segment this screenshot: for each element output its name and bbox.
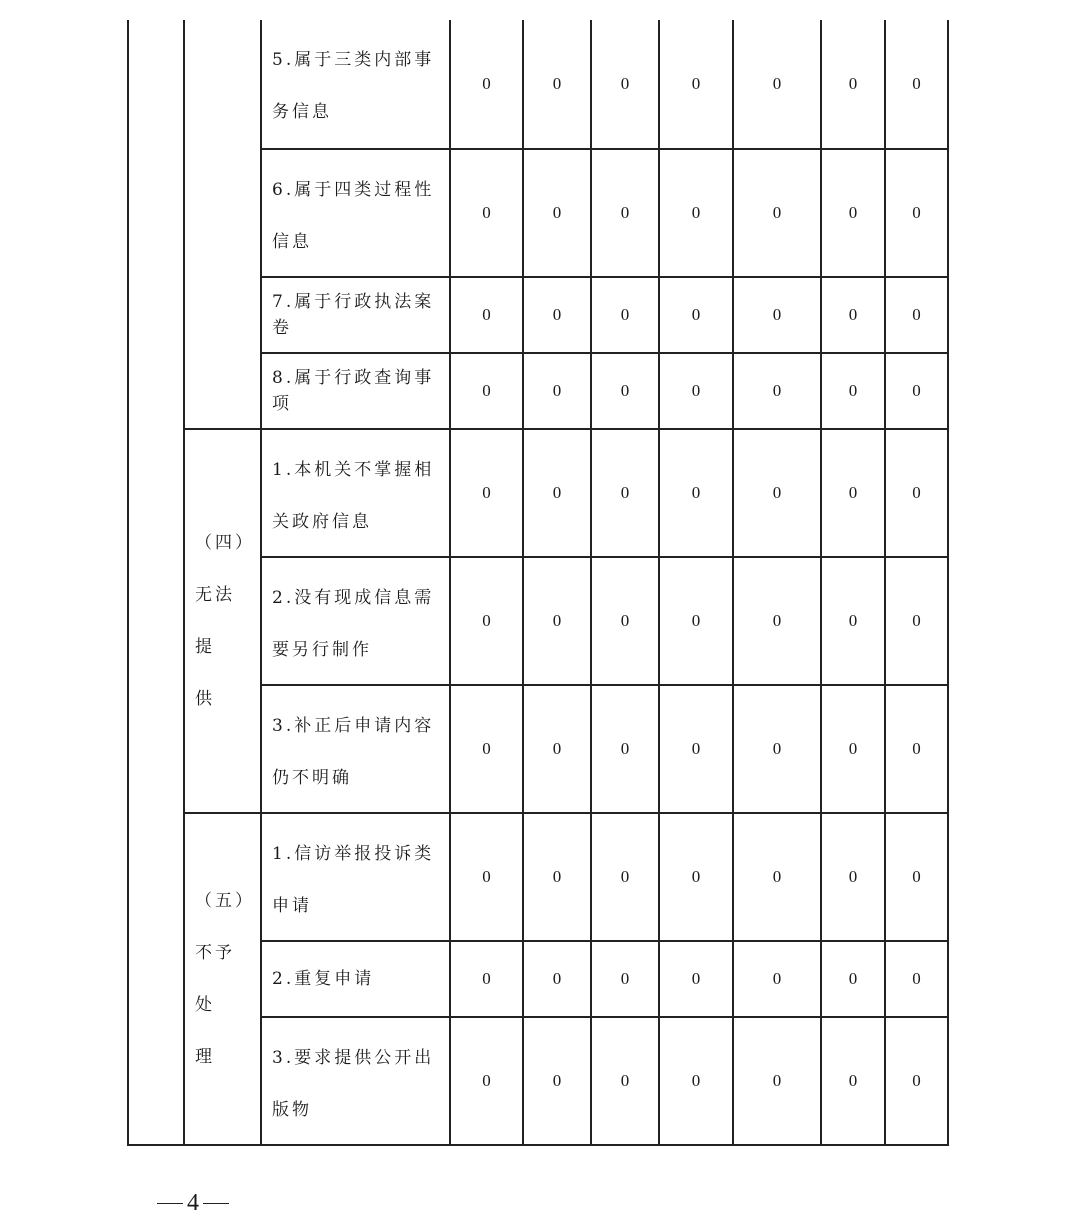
value-cell: 0 [733,1017,821,1145]
value-cell: 0 [885,20,948,149]
group-label-not-processed [184,813,261,1145]
value-cell: 0 [591,353,659,429]
value-cell: 0 [450,20,523,149]
row-label: 5.属于三类内部事务信息 [261,20,450,149]
value-cell: 0 [821,429,885,557]
value-cell: 0 [450,685,523,813]
value-cell: 0 [659,353,733,429]
row-label: 7.属于行政执法案卷 [261,277,450,353]
value-cell: 0 [591,941,659,1017]
value-cell: 0 [885,277,948,353]
value-cell: 0 [733,557,821,685]
group-label-line: 供 [195,689,215,709]
value-cell: 0 [591,277,659,353]
value-cell: 0 [885,429,948,557]
value-cell: 0 [885,813,948,941]
value-cell: 0 [885,557,948,685]
value-cell: 0 [523,557,591,685]
value-cell: 0 [659,277,733,353]
value-cell: 0 [821,277,885,353]
value-cell: 0 [733,429,821,557]
value-cell: 0 [450,1017,523,1145]
value-cell: 0 [885,685,948,813]
value-cell: 0 [523,149,591,277]
value-cell: 0 [591,20,659,149]
value-cell: 0 [885,1017,948,1145]
value-cell: 0 [450,941,523,1017]
value-cell: 0 [450,557,523,685]
value-cell: 0 [821,20,885,149]
value-cell: 0 [733,813,821,941]
group-label-line: （五） [195,891,255,911]
value-cell: 0 [591,149,659,277]
value-cell: 0 [821,149,885,277]
value-cell: 0 [450,353,523,429]
row-label: 1.信访举报投诉类申请 [261,813,450,941]
row-label: 3.补正后申请内容仍不明确 [261,685,450,813]
value-cell: 0 [523,20,591,149]
value-cell: 0 [450,149,523,277]
value-cell: 0 [659,813,733,941]
continued-group-cell [184,20,261,429]
value-cell: 0 [821,557,885,685]
page-number-dash-right [203,1203,229,1204]
value-cell: 0 [885,941,948,1017]
value-cell: 0 [659,1017,733,1145]
value-cell: 0 [659,941,733,1017]
value-cell: 0 [450,429,523,557]
value-cell: 0 [523,429,591,557]
row-label: 8.属于行政查询事项 [261,353,450,429]
value-cell: 0 [659,20,733,149]
table-row [128,813,948,941]
value-cell: 0 [591,557,659,685]
group-label-line: 不予处 [195,943,235,1015]
page-number [157,1190,229,1217]
value-cell: 0 [659,149,733,277]
value-cell: 0 [885,149,948,277]
value-cell: 0 [523,941,591,1017]
value-cell: 0 [733,277,821,353]
value-cell: 0 [523,685,591,813]
statistics-table [127,20,949,1146]
row-label: 3.要求提供公开出版物 [261,1017,450,1145]
value-cell: 0 [523,1017,591,1145]
value-cell: 0 [733,353,821,429]
table-row [128,20,948,149]
value-cell: 0 [733,685,821,813]
row-label: 2.没有现成信息需要另行制作 [261,557,450,685]
value-cell: 0 [591,813,659,941]
page-number-dash-left [157,1203,183,1204]
value-cell: 0 [450,277,523,353]
group-label-cannot-provide [184,429,261,813]
value-cell: 0 [821,353,885,429]
value-cell: 0 [523,813,591,941]
value-cell: 0 [733,941,821,1017]
value-cell: 0 [659,685,733,813]
value-cell: 0 [659,429,733,557]
outer-category-cell [128,20,184,1145]
group-label-line: 理 [195,1047,215,1067]
value-cell: 0 [659,557,733,685]
table-row [128,429,948,557]
page-number-text: 4 [187,1190,199,1216]
value-cell: 0 [733,149,821,277]
value-cell: 0 [591,429,659,557]
value-cell: 0 [821,1017,885,1145]
row-label: 2.重复申请 [261,941,450,1017]
group-label-line: 无法提 [195,585,235,657]
value-cell: 0 [733,20,821,149]
value-cell: 0 [591,1017,659,1145]
value-cell: 0 [523,277,591,353]
value-cell: 0 [591,685,659,813]
value-cell: 0 [885,353,948,429]
value-cell: 0 [450,813,523,941]
value-cell: 0 [821,813,885,941]
row-label: 6.属于四类过程性信息 [261,149,450,277]
value-cell: 0 [523,353,591,429]
value-cell: 0 [821,941,885,1017]
group-label-line: （四） [195,533,255,553]
row-label: 1.本机关不掌握相关政府信息 [261,429,450,557]
value-cell: 0 [821,685,885,813]
